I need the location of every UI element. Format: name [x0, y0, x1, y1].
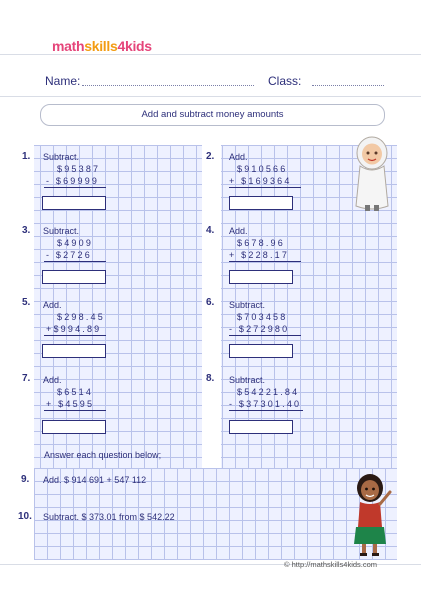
answer-box-4[interactable]: [229, 270, 293, 284]
worksheet-title: Add and subtract money amounts: [40, 104, 385, 126]
problem-operation: Add.: [43, 300, 62, 310]
problem-underline: [229, 335, 301, 336]
problem-underline: [44, 261, 106, 262]
question-number: 9.: [21, 474, 30, 485]
problem-bottom-amount: + $169364: [229, 176, 292, 186]
answer-box-1[interactable]: [42, 196, 106, 210]
problem-operation: Subtract.: [229, 375, 266, 385]
problem-underline: [44, 335, 106, 336]
problem-top-amount: $703458: [237, 312, 288, 322]
problem-number: 7.: [22, 373, 31, 384]
answer-box-8[interactable]: [229, 420, 293, 434]
problem-bottom-amount: +$994.89: [46, 324, 102, 334]
problem-operation: Add.: [229, 226, 248, 236]
answer-box-7[interactable]: [42, 420, 106, 434]
problem-number: 2.: [206, 151, 215, 162]
problem-number: 6.: [206, 297, 215, 308]
problem-bottom-amount: - $69999: [46, 176, 100, 186]
problem-underline: [44, 187, 106, 188]
problem-underline: [229, 187, 301, 188]
problem-number: 5.: [22, 297, 31, 308]
problem-top-amount: $54221.84: [237, 387, 300, 397]
problem-top-amount: $4909: [57, 238, 94, 248]
problem-bottom-amount: - $2726: [46, 250, 92, 260]
problem-operation: Subtract.: [229, 300, 266, 310]
name-divider: [0, 96, 421, 97]
question-number: 10.: [18, 511, 32, 522]
problem-bottom-amount: + $228.17: [229, 250, 290, 260]
name-field[interactable]: [82, 85, 254, 86]
answer-box-3[interactable]: [42, 270, 106, 284]
header-divider: [0, 54, 421, 55]
answer-prompt: Answer each question below;: [44, 450, 162, 460]
question-text: Subtract. $ 373.01 from $ 542.22: [43, 512, 175, 522]
problem-top-amount: $6514: [57, 387, 94, 397]
problem-number: 4.: [206, 225, 215, 236]
problem-top-amount: $298.45: [57, 312, 105, 322]
problem-number: 1.: [22, 151, 31, 162]
class-field[interactable]: [312, 85, 384, 86]
answer-box-6[interactable]: [229, 344, 293, 358]
class-label: Class:: [268, 74, 302, 88]
problem-operation: Add.: [229, 152, 248, 162]
problem-top-amount: $95387: [57, 164, 101, 174]
question-text: Add. $ 914 691 + 547 112: [43, 475, 147, 485]
problem-top-amount: $910566: [237, 164, 288, 174]
answer-box-2[interactable]: [229, 196, 293, 210]
girl-dancing-illustration: [348, 472, 394, 560]
answer-box-5[interactable]: [42, 344, 106, 358]
problem-top-amount: $678.96: [237, 238, 285, 248]
problem-operation: Subtract.: [43, 226, 80, 236]
problem-bottom-amount: + $4595: [46, 399, 95, 409]
problem-bottom-amount: - $272980: [229, 324, 290, 334]
problem-bottom-amount: - $37301.40: [229, 399, 302, 409]
problem-number: 8.: [206, 373, 215, 384]
problem-underline: [229, 261, 301, 262]
footer-credit[interactable]: © http://mathskills4kids.com: [284, 560, 378, 569]
brand-logo: mathskills4kids: [52, 38, 152, 54]
problem-underline: [44, 410, 106, 411]
problem-operation: Add.: [43, 375, 62, 385]
problem-underline: [229, 410, 303, 411]
name-label: Name:: [45, 74, 81, 88]
problem-operation: Subtract.: [43, 152, 80, 162]
problem-number: 3.: [22, 225, 31, 236]
girl-hijab-illustration: [350, 134, 394, 214]
